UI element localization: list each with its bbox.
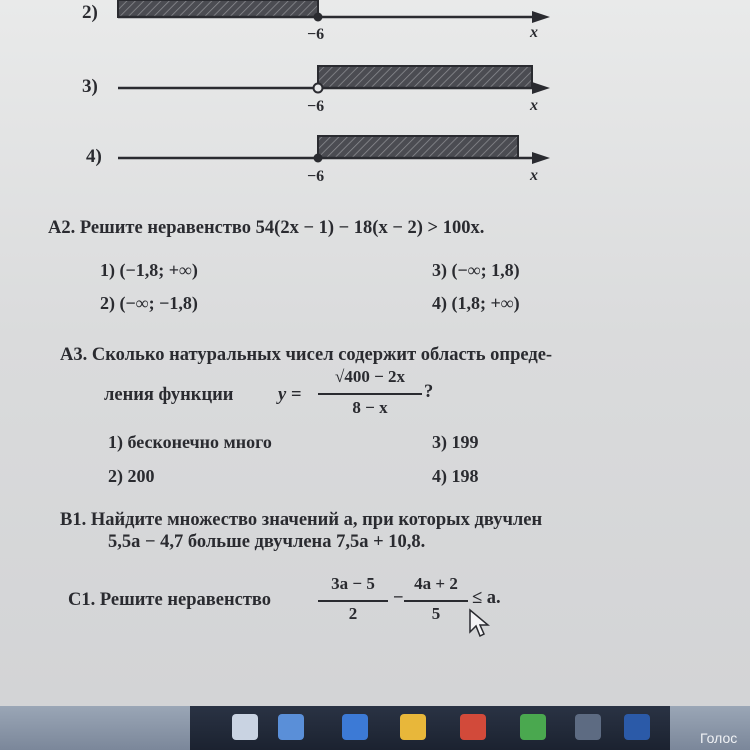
question-text: Решите неравенство bbox=[99, 590, 272, 610]
question-b1 bbox=[60, 510, 542, 531]
fraction-denominator: 8 − x bbox=[352, 398, 388, 417]
axis-arrow bbox=[532, 152, 550, 164]
axis-arrow bbox=[532, 11, 550, 23]
fraction-bar bbox=[318, 600, 388, 602]
app-icon[interactable] bbox=[278, 714, 304, 740]
fraction-bar bbox=[318, 393, 422, 395]
question-number: В1. bbox=[60, 510, 87, 530]
question-number: А3. bbox=[60, 345, 88, 365]
fraction-denominator: 2 bbox=[348, 604, 358, 623]
answer-option: 4) (1,8; +∞) bbox=[432, 293, 520, 313]
number-line-2 bbox=[118, 0, 550, 23]
fraction-denominator: 5 bbox=[431, 604, 441, 623]
point-marker bbox=[314, 154, 323, 163]
answer-option: 3) 199 bbox=[432, 432, 479, 452]
tick-label: −6 bbox=[307, 26, 325, 43]
minus-sign: − bbox=[393, 588, 404, 608]
answer-option: 1) (−1,8; +∞) bbox=[100, 260, 198, 280]
fraction-bar bbox=[404, 600, 468, 602]
question-text: Сколько натуральных чисел содержит область опреде- bbox=[91, 345, 553, 365]
option-label-3: 3) bbox=[82, 76, 98, 97]
mouse-pointer-icon bbox=[468, 608, 490, 638]
axis-label: x bbox=[530, 24, 538, 41]
fraction-numerator: 4a + 2 bbox=[414, 574, 458, 593]
answer-option: 2) (−∞; −1,8) bbox=[100, 293, 198, 313]
answer-option: 4) 198 bbox=[432, 466, 479, 486]
question-a3 bbox=[60, 345, 552, 366]
tick-label: −6 bbox=[307, 98, 325, 115]
question-text-line2: ления функции bbox=[104, 385, 234, 405]
browser-icon[interactable] bbox=[342, 714, 368, 740]
function-y: y = bbox=[278, 385, 302, 405]
shaded-interval bbox=[318, 66, 532, 88]
point-marker bbox=[314, 13, 323, 22]
option-label-2: 2) bbox=[82, 2, 98, 23]
point-marker bbox=[314, 84, 323, 93]
question-number: С1. bbox=[68, 590, 96, 610]
app-icon[interactable] bbox=[520, 714, 546, 740]
question-a2 bbox=[48, 218, 484, 239]
question-c1 bbox=[68, 590, 271, 611]
number-line-3 bbox=[118, 66, 550, 94]
shaded-interval bbox=[118, 0, 318, 17]
app-icon[interactable] bbox=[575, 714, 601, 740]
number-line-4 bbox=[118, 136, 550, 164]
question-text-line2: 5,5a − 4,7 больше двучлена 7,5a + 10,8. bbox=[108, 532, 426, 552]
tick-label: −6 bbox=[307, 168, 325, 185]
shaded-interval bbox=[318, 136, 518, 158]
answer-option: 1) бесконечно много bbox=[108, 432, 272, 452]
answer-option: 3) (−∞; 1,8) bbox=[432, 260, 520, 280]
option-label-4: 4) bbox=[86, 146, 102, 167]
app-icon[interactable] bbox=[232, 714, 258, 740]
question-number: А2. bbox=[48, 218, 76, 238]
axis-arrow bbox=[532, 82, 550, 94]
inequality-tail: ≤ a. bbox=[472, 588, 501, 608]
axis-label: x bbox=[530, 167, 538, 184]
question-text: Найдите множество значений a, при которых двучлен bbox=[90, 510, 543, 530]
folder-icon[interactable] bbox=[400, 714, 426, 740]
app-icon[interactable] bbox=[460, 714, 486, 740]
question-text: Решите неравенство 54(2x − 1) − 18(x − 2) > 100x. bbox=[79, 218, 485, 238]
answer-option: 2) 200 bbox=[108, 466, 155, 486]
word-icon[interactable] bbox=[624, 714, 650, 740]
fraction-numerator: √400 − 2x bbox=[334, 367, 406, 386]
fraction-numerator: 3a − 5 bbox=[331, 574, 375, 593]
axis-label: x bbox=[530, 97, 538, 114]
question-mark: ? bbox=[424, 382, 434, 402]
taskbar-label[interactable]: Голос bbox=[700, 730, 738, 746]
number-lines bbox=[0, 0, 750, 200]
